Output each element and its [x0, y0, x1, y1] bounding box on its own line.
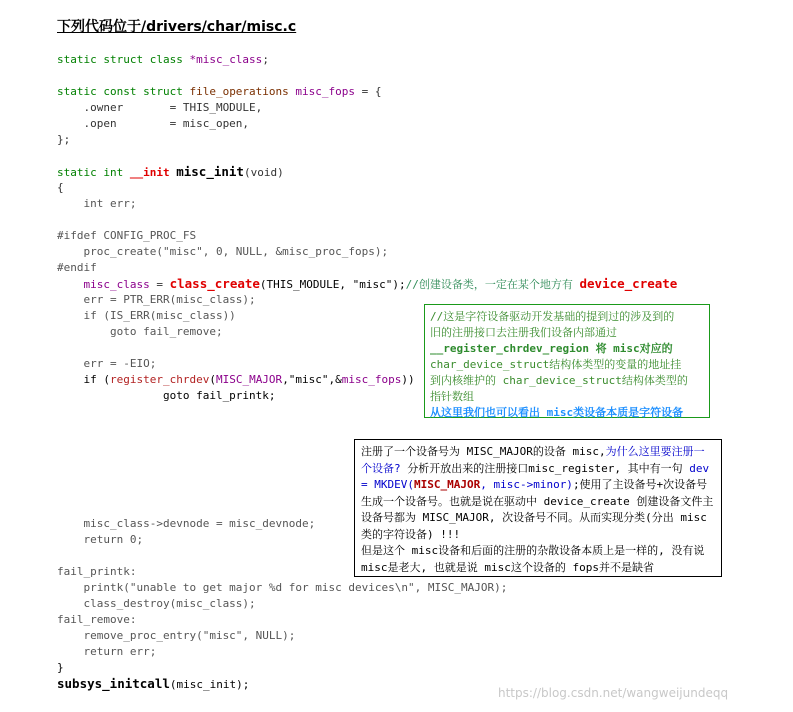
code-line-misc-init [57, 165, 284, 179]
code-line-close-brace: }; [57, 133, 71, 146]
code-token: device_create [579, 276, 678, 291]
code-token: (THIS_MODULE, "misc"); [259, 278, 406, 291]
code-token: ( [209, 373, 216, 386]
code-token: misc_fops [341, 373, 402, 386]
code-line-class-destroy: class_destroy(misc_class); [57, 597, 256, 610]
code-token: misc_fops [295, 85, 356, 98]
code-token: misc_class [83, 278, 150, 291]
code-line-eio: err = -EIO; [57, 357, 157, 370]
code-line-goto-printk: goto fail_printk; [57, 389, 276, 402]
annotation-code: dev = MKDEV( [361, 461, 710, 491]
annotation-text: 注册了一个设备号为 MISC_MAJOR的设备 misc, [361, 445, 606, 458]
code-line-endif: #endif [57, 261, 97, 274]
annotation-line: __register_chrdev_region 将 misc对应的 [430, 342, 673, 355]
code-line-goto-remove: goto fail_remove; [57, 325, 223, 338]
code-token: static const struct [57, 85, 190, 98]
annotation-code: , misc->minor) [480, 478, 573, 491]
annotation-line: 旧的注册接口去注册我们设备内部通过 [430, 326, 617, 339]
annotation-box-misc-major [354, 439, 722, 577]
code-line-final-brace: } [57, 661, 64, 674]
code-line-ifdef: #ifdef CONFIG_PROC_FS [57, 229, 197, 242]
annotation-line: 指针数组 [430, 390, 474, 403]
code-line-printk: printk("unable to get major %d for misc devices\n", MISC_MAJOR); [57, 581, 508, 594]
code-line-fops-decl [57, 85, 382, 99]
code-line-fail-remove-label: fail_remove: [57, 613, 137, 626]
code-token: if ( [57, 373, 110, 386]
code-token: register_chrdev [109, 373, 210, 386]
code-token: = [149, 278, 170, 291]
code-token: file_operations [189, 85, 296, 98]
annotation-conclusion: 从这里我们也可以看出 misc类设备本质是字符设备 [430, 406, 684, 419]
code-token: static int [57, 166, 130, 179]
code-line-remove-proc: remove_proc_entry("misc", NULL); [57, 629, 296, 642]
code-line-open-brace: { [57, 181, 64, 194]
annotation-line: char_device_struct结构体类型的变量的地址挂 [430, 358, 682, 371]
code-line-subsys-initcall [57, 677, 249, 691]
code-line-open: .open = misc_open, [57, 117, 250, 130]
annotation-code: MISC_MAJOR [413, 478, 481, 491]
code-token: subsys_initcall [57, 676, 170, 691]
code-line-return-0: return 0; [57, 533, 144, 546]
code-line-return-err: return err; [57, 645, 157, 658]
annotation-line: //这是字符设备驱动开发基础的提到过的涉及到的 [430, 310, 675, 323]
code-token: class_create [169, 276, 260, 291]
code-line-int-err: int err; [57, 197, 137, 210]
code-token: ,"misc",& [282, 373, 342, 386]
code-line-is-err: if (IS_ERR(misc_class)) [57, 309, 236, 322]
code-line-misc-class-decl [57, 53, 269, 67]
annotation-text: ;使用了主设备号+次设备号生成一个设备号。也就是说在驱动中 device_create 创建设备文件主设备号都为 MISC_MAJOR, 次设备号不同。从而实现分类(分出 misc类的字符设备) !!! [361, 478, 714, 541]
code-token: misc_init [176, 164, 244, 179]
page-title: 下列代码位于/drivers/char/misc.c [57, 19, 297, 35]
code-token: (misc_init); [169, 678, 250, 691]
code-comment: //创建设备类，一定在某个地方有 [405, 278, 580, 291]
annotation-box-register-chrdev [424, 304, 710, 418]
code-token: static struct class [57, 53, 190, 66]
code-token: = { [355, 85, 382, 98]
annotation-text: 但是这个 misc设备和后面的注册的杂散设备本质上是一样的, 没有说 misc是老大, 也就是说 misc这个设备的 fops并不是缺省 [361, 544, 705, 574]
code-line-register-chrdev [57, 373, 415, 387]
code-token: (void) [243, 166, 284, 179]
watermark: https://blog.csdn.net/wangweijundeqq [498, 686, 729, 700]
code-token [57, 278, 84, 291]
code-line-fail-printk-label: fail_printk: [57, 565, 137, 578]
annotation-text: 分析开放出来的注册接口misc_register, 其中有一句 [400, 461, 690, 475]
annotation-line: 到内核维护的 char_device_struct结构体类型的 [430, 374, 688, 387]
code-token: ; [262, 53, 269, 66]
code-line-proc-create: proc_create("misc", 0, NULL, &misc_proc_fops); [57, 245, 389, 258]
annotation-question: 为什么这里要注册一个设备? [361, 445, 705, 475]
code-token: *misc_class [189, 53, 263, 66]
code-token: MISC_MAJOR [215, 373, 283, 386]
code-line-class-create [57, 277, 677, 291]
code-line-owner: .owner = THIS_MODULE, [57, 101, 263, 114]
code-line-ptr-err: err = PTR_ERR(misc_class); [57, 293, 256, 306]
code-line-devnode: misc_class->devnode = misc_devnode; [57, 517, 316, 530]
code-token: )) [401, 373, 415, 386]
code-token: __init [129, 166, 177, 179]
